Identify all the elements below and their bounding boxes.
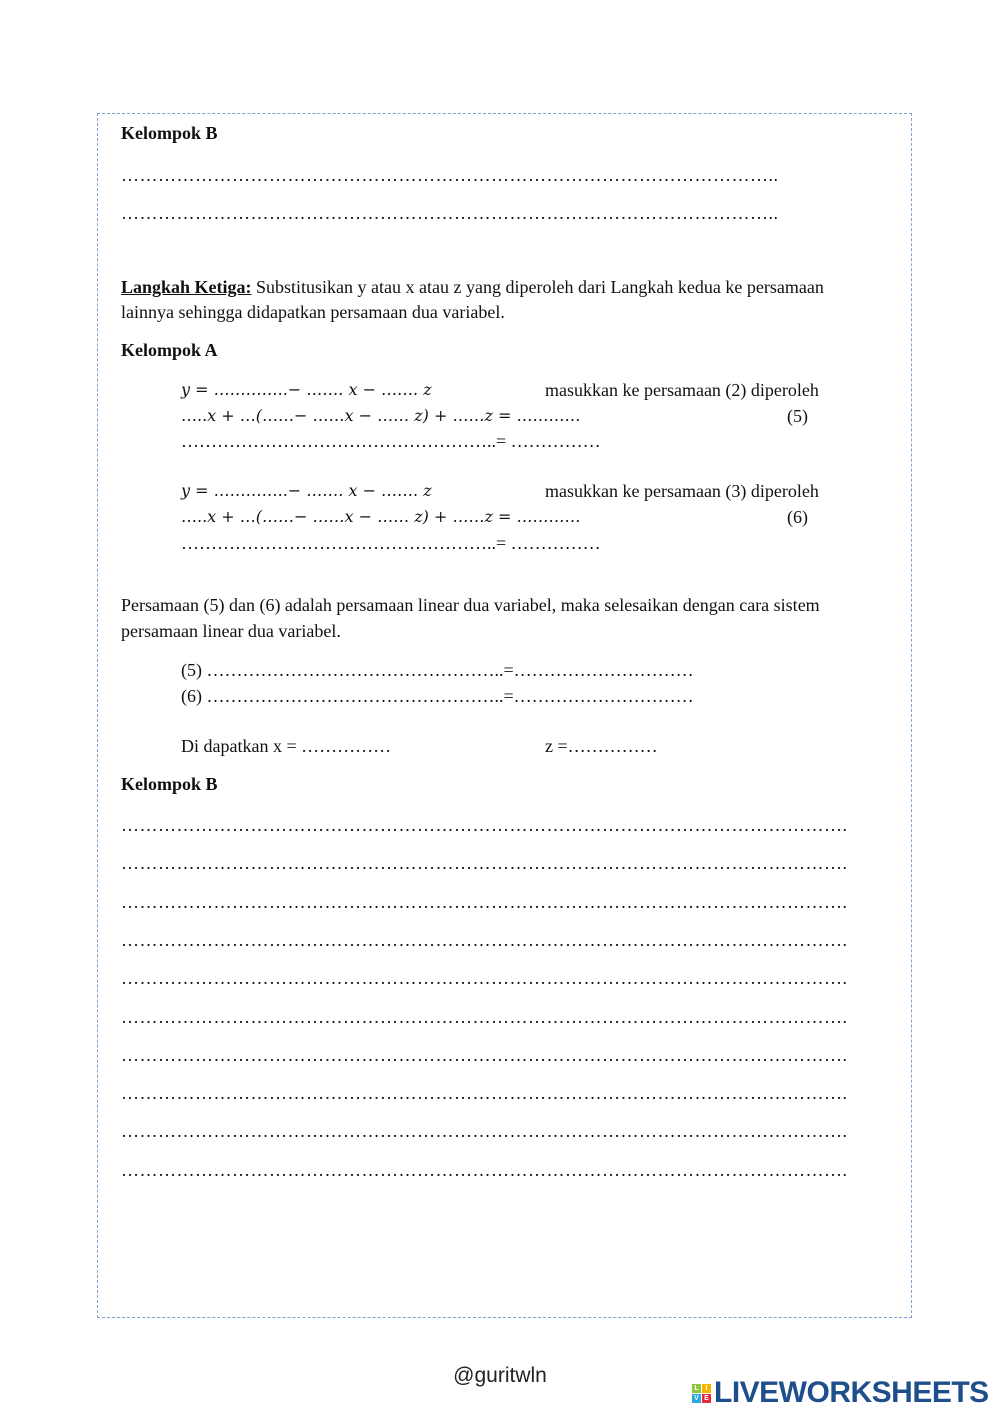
equation-number-5: (5) bbox=[787, 406, 808, 426]
equation-result-2[interactable]: ……………………………………………..= …………… bbox=[181, 533, 601, 553]
logo-icon bbox=[692, 1384, 711, 1403]
logo-letter: L bbox=[692, 1384, 701, 1393]
paragraph-line: Persamaan (5) dan (6) adalah persamaan linear dua variabel, maka selesaikan dengan cara sistem bbox=[121, 595, 820, 615]
answer-line[interactable]: ………………………………………………………………………………………………………. bbox=[121, 1083, 848, 1104]
group-b-heading: Kelompok B bbox=[121, 774, 218, 794]
answer-line[interactable]: …………………………………………………………………………………………….. bbox=[121, 165, 779, 185]
answer-line[interactable]: ………………………………………………………………………………………………………. bbox=[121, 968, 848, 989]
logo-letter: I bbox=[702, 1384, 711, 1393]
answer-line[interactable]: ………………………………………………………………………………………………………. bbox=[121, 1159, 848, 1180]
equation-y-2[interactable]: y = …………..− ……. x − ……. z bbox=[181, 481, 432, 500]
system-row-6[interactable]: (6) …………………………………………..=………………………… bbox=[181, 686, 694, 706]
answer-line[interactable]: ………………………………………………………………………………………………………. bbox=[121, 853, 848, 874]
paragraph-line: persamaan linear dua variabel. bbox=[121, 621, 341, 641]
equation-result-1[interactable]: ……………………………………………..= …………… bbox=[181, 431, 601, 451]
logo-letter: V bbox=[692, 1394, 701, 1403]
equation-note-2: masukkan ke persamaan (3) diperoleh bbox=[545, 481, 819, 501]
answer-line[interactable]: ………………………………………………………………………………………………………. bbox=[121, 1044, 848, 1065]
group-a-heading: Kelompok A bbox=[121, 340, 218, 360]
result-x[interactable]: Di dapatkan x = …………… bbox=[181, 736, 392, 756]
answer-line[interactable]: ………………………………………………………………………………………………………. bbox=[121, 815, 848, 835]
answer-line[interactable]: ………………………………………………………………………………………………………. bbox=[121, 929, 848, 950]
liveworksheets-logo bbox=[692, 1376, 989, 1410]
step-instruction bbox=[121, 276, 824, 298]
answer-line[interactable]: ………………………………………………………………………………………………………. bbox=[121, 891, 848, 912]
equation-number-6: (6) bbox=[787, 507, 808, 527]
answer-line[interactable]: ………………………………………………………………………………………………………. bbox=[121, 1006, 848, 1027]
section-heading: Kelompok B bbox=[121, 123, 218, 143]
system-row-5[interactable]: (5) …………………………………………..=………………………… bbox=[181, 660, 694, 680]
answer-line[interactable]: …………………………………………………………………………………………….. bbox=[121, 203, 779, 223]
equation-substitution-1[interactable]: …..x + …(……− ……x − …… z) + ……z = ………… bbox=[181, 406, 581, 425]
step-label: Langkah Ketiga: bbox=[121, 277, 252, 297]
equation-note-1: masukkan ke persamaan (2) diperoleh bbox=[545, 380, 819, 400]
logo-text: LIVEWORKSHEETS bbox=[714, 1376, 989, 1409]
step-text-continued: lainnya sehingga didapatkan persamaan dua variabel. bbox=[121, 302, 505, 322]
step-text: Substitusikan y atau x atau z yang diperoleh dari Langkah kedua ke persamaan bbox=[251, 277, 824, 297]
logo-letter: E bbox=[702, 1394, 711, 1403]
author-username: @guritwln bbox=[453, 1364, 547, 1387]
answer-line[interactable]: ………………………………………………………………………………………………………. bbox=[121, 1121, 848, 1142]
equation-substitution-2[interactable]: …..x + …(……− ……x − …… z) + ……z = ………… bbox=[181, 507, 581, 526]
equation-y-1[interactable]: y = …………..− ……. x − ……. z bbox=[181, 380, 432, 399]
result-z[interactable]: z =…………… bbox=[545, 736, 658, 756]
